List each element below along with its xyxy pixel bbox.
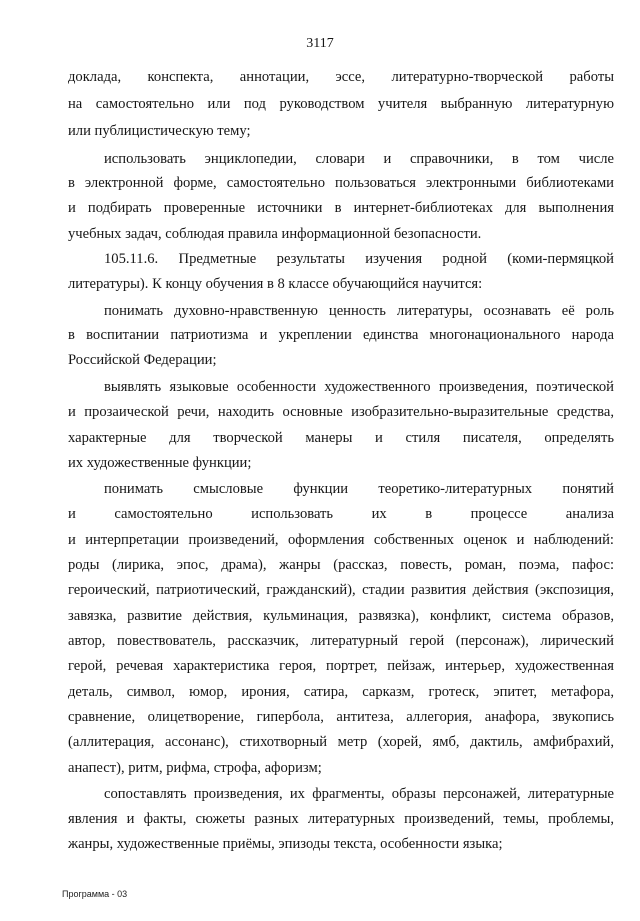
text-line: героический, патриотический, гражданский), стадии развития действия (экспозиция, [68, 582, 614, 598]
text-line: и прозаической речи, находить основные изобразительно-выразительные средства, [68, 404, 614, 420]
text-line: в электронной форме, самостоятельно пользоваться электронными библиотеками [68, 175, 614, 191]
text-line: (аллитерация, ассонанс), стихотворный метр (хорей, ямб, дактиль, амфибрахий, [68, 734, 614, 750]
text-line: использовать энциклопедии, словари и справочники, в том числе [104, 151, 614, 167]
text-line: их художественные функции; [68, 455, 252, 471]
text-line: жанры, художественные приёмы, эпизоды текста, особенности языка; [68, 836, 503, 852]
text-line: в воспитании патриотизма и укреплении единства многонационального народа [68, 327, 614, 343]
text-line: 105.11.6. Предметные результаты изучения родной (коми-пермяцкой [104, 251, 614, 267]
text-line: завязка, развитие действия, кульминация, развязка), конфликт, система образов, [68, 608, 614, 624]
text-line: выявлять языковые особенности художественного произведения, поэтической [104, 379, 614, 395]
text-line: и интерпретации произведений, оформления собственных оценок и наблюдений: [68, 532, 614, 548]
text-line: доклада, конспекта, аннотации, эссе, литературно-творческой работы [68, 69, 614, 85]
page-number: 3117 [306, 36, 334, 51]
text-line: на самостоятельно или под руководством учителя выбранную литературную [68, 96, 614, 112]
text-line: роды (лирика, эпос, драма), жанры (рассказ, повесть, роман, поэма, пафос: [68, 557, 614, 573]
text-line: учебных задач, соблюдая правила информационной безопасности. [68, 226, 482, 242]
text-line: анапест), ритм, рифма, строфа, афоризм; [68, 760, 322, 776]
text-line: автор, повествователь, рассказчик, литературный герой (персонаж), лирический [68, 633, 614, 649]
text-line: понимать духовно-нравственную ценность литературы, осознавать её роль [104, 303, 614, 319]
text-line: и самостоятельно использовать их в процессе анализа [68, 506, 614, 522]
text-line: литературы). К концу обучения в 8 классе обучающийся научится: [68, 276, 483, 292]
text-line: и подбирать проверенные источники в интернет-библиотеках для выполнения [68, 200, 614, 216]
text-line: Российской Федерации; [68, 352, 217, 368]
text-line: или публицистическую тему; [68, 123, 251, 139]
text-line: сопоставлять произведения, их фрагменты, образы персонажей, литературные [104, 786, 614, 802]
text-line: характерные для творческой манеры и стиля писателя, определять [68, 430, 614, 446]
text-line: понимать смысловые функции теоретико-литературных понятий [104, 481, 614, 497]
text-line: деталь, символ, юмор, ирония, сатира, сарказм, гротеск, эпитет, метафора, [68, 684, 614, 700]
text-line: явления и факты, сюжеты разных литературных произведений, темы, проблемы, [68, 811, 614, 827]
text-line: сравнение, олицетворение, гипербола, антитеза, аллегория, анафора, звукопись [68, 709, 614, 725]
footer-label: Программа - 03 [62, 889, 128, 899]
text-line: герой, речевая характеристика героя, портрет, пейзаж, интерьер, художественная [68, 658, 614, 674]
